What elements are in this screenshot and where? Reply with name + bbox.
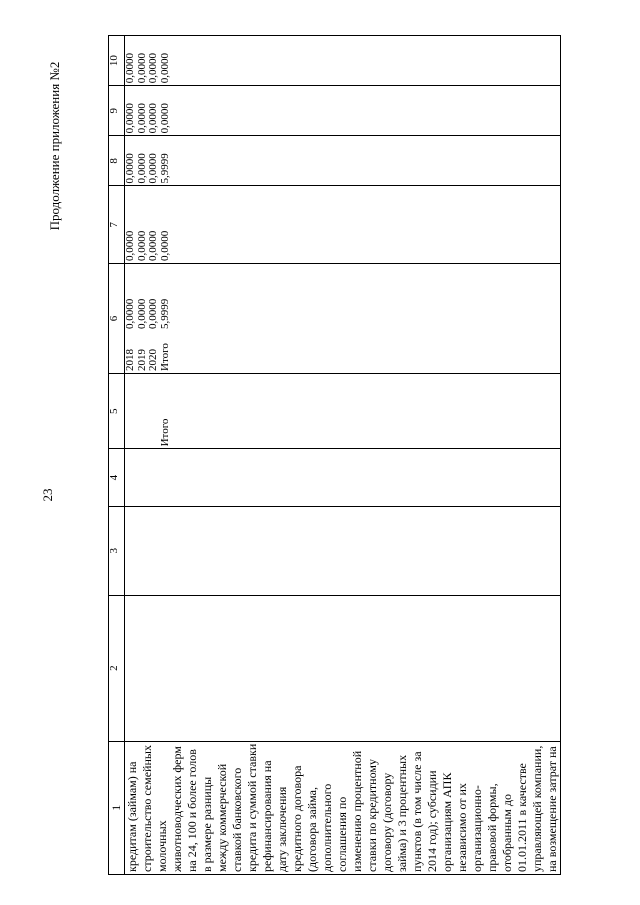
value-col10: 0,0000 [135, 52, 148, 84]
value-col10: 0,0000 [147, 52, 160, 84]
value-col8: 0,0000 [147, 153, 160, 184]
page-number: 23 [40, 488, 55, 502]
header-col-1: 1 [109, 741, 125, 874]
value-col9: 0,0000 [158, 103, 171, 134]
year-label: Итого [158, 343, 171, 371]
appendix-caption: Продолжение приложения №2 [47, 61, 62, 231]
cell-col-4 [125, 449, 561, 506]
value-col6: 0,0000 [147, 298, 160, 329]
value-col8: 0,0000 [135, 153, 148, 184]
year-label: 2020 [147, 348, 160, 371]
cell-col-3 [125, 506, 561, 595]
header-col-9: 9 [109, 86, 125, 136]
cell-col-7 [125, 186, 561, 264]
value-col6: 0,0000 [135, 298, 148, 329]
year-label: 2018 [124, 348, 136, 371]
cell-col-9 [125, 86, 561, 136]
value-col7: 0,0000 [135, 230, 148, 262]
value-col9: 0,0000 [135, 103, 148, 134]
cell-col-6 [125, 264, 561, 374]
value-col7: 0,0000 [147, 230, 160, 262]
value-col6: 5,9999 [158, 298, 171, 329]
header-col-6: 6 [109, 264, 125, 374]
table-row [125, 36, 561, 875]
header-col-7: 7 [109, 186, 125, 264]
header-col-3: 3 [109, 506, 125, 595]
value-col10: 0,0000 [158, 52, 171, 84]
value-col8: 0,0000 [124, 153, 136, 184]
header-col-10: 10 [109, 36, 125, 86]
year-label: 2019 [135, 348, 148, 371]
value-col7: 0,0000 [158, 230, 171, 262]
value-col10: 0,0000 [124, 52, 136, 84]
measure-description [125, 741, 561, 874]
cell-col-10 [125, 36, 561, 86]
value-col7: 0,0000 [124, 230, 136, 262]
budget-table [108, 35, 561, 875]
measure-description-text: кредитам (займам) на строительство семейных молочных животноводческих ферм на 24, 100 и более голов в размере разницы между коммерческой ставкой банковского кредита и суммой ставки рефинансирования на дату заключения кредитного договора (договора займа, дополнительного соглашения по изменению процентной ставки по кредитному договору (договору займа) и 3 процентных пунктов (в том числе за 2014 год); субсидии организациям АПК независимо от их организационно-правовой формы, отобранным до 01.01.2011 в качестве управляющей компании, на возмещение затрат на [125, 743, 559, 872]
header-col-2: 2 [109, 595, 125, 741]
cell-col-5 [125, 373, 561, 448]
value-col9: 0,0000 [147, 103, 160, 134]
header-col-8: 8 [109, 136, 125, 186]
header-row [109, 36, 125, 875]
value-col6: 0,0000 [124, 298, 136, 329]
cell-col-8 [125, 136, 561, 186]
header-col-4: 4 [109, 449, 125, 506]
value-col9: 0,0000 [124, 103, 136, 134]
table-frame [108, 35, 559, 875]
header-col-5: 5 [109, 373, 125, 448]
cell-col-2 [125, 595, 561, 741]
value-col8: 5,9999 [158, 153, 171, 184]
total-label: Итого [158, 418, 171, 447]
